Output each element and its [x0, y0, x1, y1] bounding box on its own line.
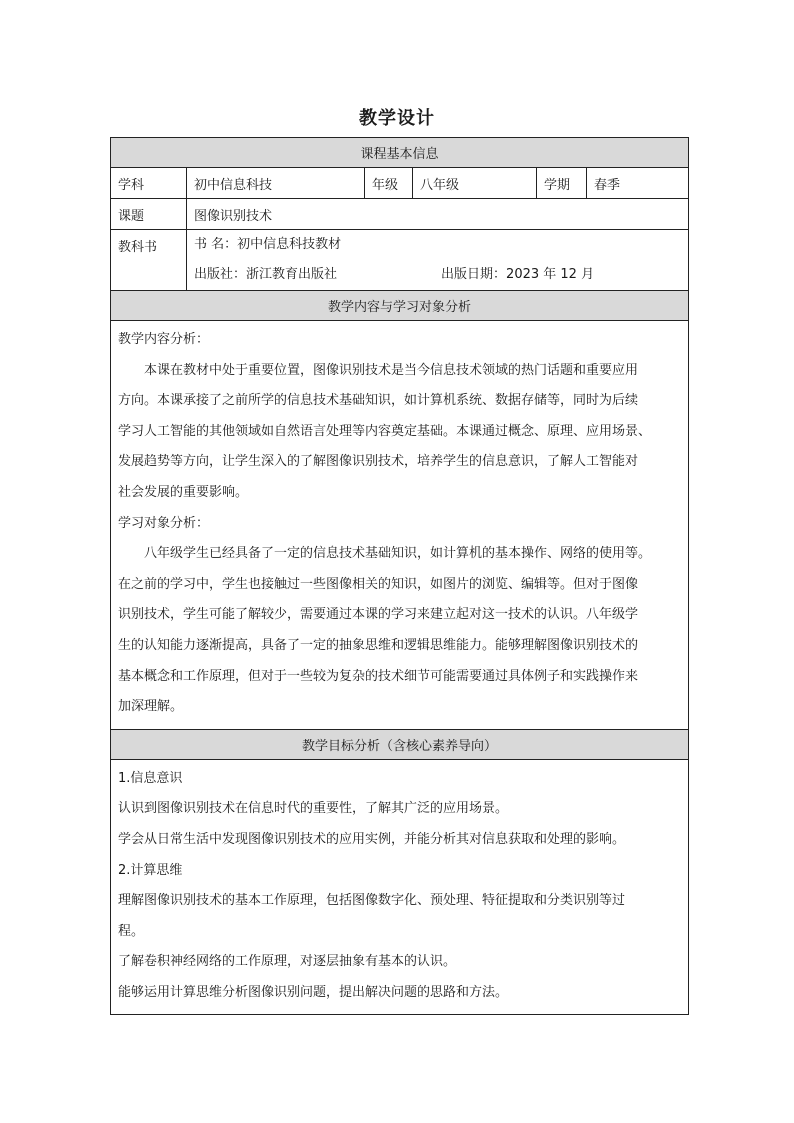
- grade-label: 年级: [365, 168, 413, 199]
- lesson-plan-table: [110, 137, 689, 1015]
- book-name-label: 书 名：: [194, 237, 238, 252]
- content-analysis-heading: 教学内容分析：: [118, 332, 210, 347]
- basic-info-header: 课程基本信息: [111, 138, 689, 168]
- term-value: 春季: [587, 168, 689, 199]
- publisher-value: 浙江教育出版社: [246, 267, 338, 282]
- topic-label: 课题: [111, 199, 187, 230]
- content-line: 本课在教材中处于重要位置，图像识别技术是当今信息技术领域的热门话题和重要应用: [144, 362, 639, 378]
- pub-date-value: 2023 年 12 月: [506, 267, 595, 282]
- objective-line: 程。: [118, 923, 145, 939]
- subject-label: 学科: [111, 168, 187, 199]
- learner-line: 在之前的学习中，学生也接触过一些图像相关的知识，如图片的浏览、编辑等。但对于图像: [118, 576, 639, 592]
- objective-line: 能够运用计算思维分析图像识别问题，提出解决问题的思路和方法。: [118, 984, 509, 1000]
- topic-value: 图像识别技术: [187, 199, 689, 230]
- objective-line: 学会从日常生活中发现图像识别技术的应用实例，并能分析其对信息获取和处理的影响。: [118, 831, 626, 847]
- objective-line: 理解图像识别技术的基本工作原理，包括图像数字化、预处理、特征提取和分类识别等过: [118, 893, 626, 909]
- textbook-info: [187, 230, 689, 291]
- content-line: 学习人工智能的其他领域如自然语言处理等内容奠定基础。本课通过概念、原理、应用场景、: [118, 423, 652, 439]
- objective-line: 了解卷积神经网络的工作原理，对逐层抽象有基本的认识。: [118, 954, 457, 970]
- analysis-body: [111, 321, 689, 730]
- objectives-body: [111, 759, 689, 1015]
- pub-date-label: 出版日期：: [441, 267, 507, 282]
- content-line: 发展趋势等方向，让学生深入的了解图像识别技术，培养学生的信息意识，了解人工智能对: [118, 454, 639, 470]
- objective-line: 1.信息意识: [118, 770, 183, 786]
- subject-value: 初中信息科技: [187, 168, 365, 199]
- learner-line: 生的认知能力逐渐提高，具备了一定的抽象思维和逻辑思维能力。能够理解图像识别技术的: [118, 637, 639, 653]
- publisher-label: 出版社：: [194, 267, 247, 282]
- grade-value: 八年级: [413, 168, 537, 199]
- analysis-header: 教学内容与学习对象分析: [111, 291, 689, 321]
- objective-line: 2.计算思维: [118, 862, 183, 878]
- learner-line: 识别技术，学生可能了解较少，需要通过本课的学习来建立起对这一技术的认识。八年级学: [118, 607, 639, 623]
- learner-line: 加深理解。: [118, 699, 184, 715]
- term-label: 学期: [537, 168, 587, 199]
- content-line: 方向。本课承接了之前所学的信息技术基础知识，如计算机系统、数据存储等，同时为后续: [118, 393, 639, 409]
- learner-analysis-heading: 学习对象分析：: [118, 515, 210, 531]
- objectives-header: 教学目标分析（含核心素养导向）: [111, 729, 689, 759]
- learner-line: 八年级学生已经具备了一定的信息技术基础知识，如计算机的基本操作、网络的使用等。: [144, 546, 652, 562]
- textbook-label: 教科书: [111, 230, 187, 291]
- objective-line: 认识到图像识别技术在信息时代的重要性，了解其广泛的应用场景。: [118, 801, 509, 817]
- book-name-value: 初中信息科技教材: [237, 237, 342, 252]
- learner-line: 基本概念和工作原理，但对于一些较为复杂的技术细节可能需要通过具体例子和实践操作来: [118, 668, 639, 684]
- content-line: 社会发展的重要影响。: [118, 484, 249, 500]
- document-title: 教学设计: [359, 108, 435, 129]
